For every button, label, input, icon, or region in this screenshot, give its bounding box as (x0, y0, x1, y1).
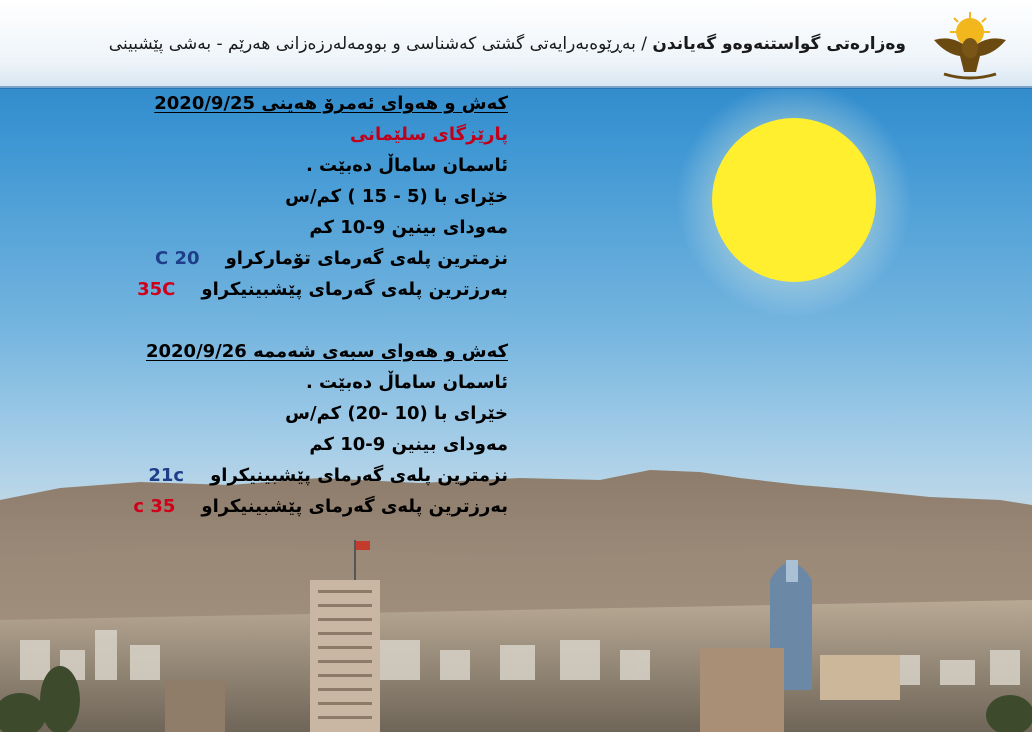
today-max-row (137, 274, 508, 305)
today-wind: خێرای با (5 - 15 ) کم/س (285, 186, 508, 207)
today-min-row (137, 243, 508, 274)
tomorrow-visibility: مەودای بینین 9-10 کم (309, 434, 508, 455)
today-min-label: نزمترین پلەی گەرمای تۆمارکراو (225, 248, 508, 269)
tomorrow-sky: ئاسمان ساماڵ دەبێت . (305, 372, 508, 393)
today-max-value: 35C (137, 279, 176, 300)
tomorrow-min-row (133, 460, 508, 491)
today-sky: ئاسمان ساماڵ دەبێت . (305, 155, 508, 176)
tomorrow-wind: خێرای با (10 -20) کم/س (285, 403, 508, 424)
header-title (26, 34, 906, 54)
building-block (700, 648, 784, 732)
today-forecast (137, 88, 508, 305)
header-separator: / (641, 34, 647, 54)
tomorrow-max-label: بەرزترین پلەی گەرمای پێشبینیکراو (201, 496, 508, 517)
ministry-name: وەزارەتی گواستنەوەو گەیاندن (652, 34, 906, 54)
region-name: پارێزگای سلێمانی (349, 124, 508, 145)
kurdistan-emblem-icon (924, 10, 1016, 82)
today-min-value: 20 C (155, 248, 200, 269)
today-date: کەش و هەوای ئەمرۆ هەینی 2020/9/25 (154, 93, 508, 114)
tomorrow-date: کەش و هەوای سبەی شەممە 2020/9/26 (145, 341, 508, 362)
flag (356, 541, 370, 550)
building-low (820, 655, 900, 700)
tomorrow-min-label: نزمترین پلەی گەرمای پێشبینیکراو (210, 465, 508, 486)
sun-icon (712, 118, 876, 282)
department-name: بەڕێوەبەرایەتی گشتی کەشناسی و بوومەلەرزەزانی هەرێم - بەشی پێشبینی (108, 34, 636, 54)
glass-tower-top (786, 560, 798, 582)
today-visibility: مەودای بینین 9-10 کم (309, 217, 508, 238)
building-left (165, 680, 225, 732)
tomorrow-max-row (133, 491, 508, 522)
tall-tower (310, 580, 380, 732)
tomorrow-forecast (133, 336, 508, 522)
today-max-label: بەرزترین پلەی گەرمای پێشبینیکراو (201, 279, 508, 300)
tomorrow-max-value: 35 c (133, 496, 176, 517)
tomorrow-min-value: 21c (148, 465, 185, 486)
